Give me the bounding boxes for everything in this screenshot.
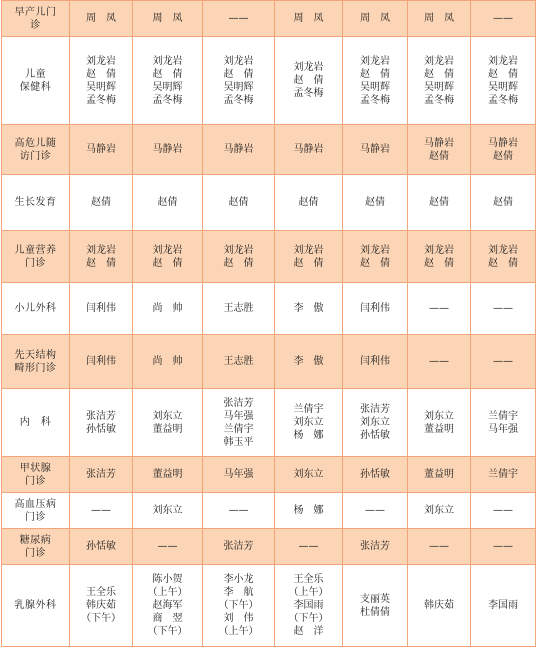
department-name: 高血压病 门诊 [2,493,70,529]
doctor-cell: 张洁芳 [203,529,275,565]
doctor-cell: 赵倩 [343,175,408,231]
doctor-cell: 周 凤 [133,1,203,37]
doctor-cell: 兰倩宇 马年强 [471,389,536,457]
doctor-cell: 刘东立 董益明 [408,389,471,457]
doctor-cell: 刘龙岩 赵 倩 [471,231,536,283]
doctor-cell: 马静岩 [133,125,203,175]
doctor-cell: —— [471,1,536,37]
doctor-cell: 刘东立 董益明 [133,389,203,457]
schedule-row [2,335,536,389]
doctor-cell: 马静岩 赵倩 [471,125,536,175]
doctor-cell: 张洁芳 [70,457,133,493]
doctor-cell: 赵倩 [133,175,203,231]
doctor-cell: 赵倩 [471,175,536,231]
doctor-cell: 支丽英 杜倩倩 [343,565,408,647]
doctor-cell: 刘龙岩 赵 倩 [133,231,203,283]
doctor-cell: 刘龙岩 赵 倩 [275,231,343,283]
doctor-cell: 韩庆茹 [408,565,471,647]
doctor-cell: —— [471,493,536,529]
department-name: 儿童 保健科 [2,37,70,125]
doctor-cell: 刘龙岩 赵 倩 吴明辉 孟冬梅 [343,37,408,125]
doctor-cell: 李国雨 [471,565,536,647]
doctor-cell: 赵倩 [203,175,275,231]
doctor-cell: 闫利伟 [70,335,133,389]
doctor-cell: 王志胜 [203,283,275,335]
doctor-cell: 刘龙岩 赵 倩 吴明辉 孟冬梅 [408,37,471,125]
doctor-cell: 闫利伟 [70,283,133,335]
doctor-cell: 刘龙岩 赵 倩 [70,231,133,283]
doctor-cell: 刘龙岩 赵 倩 孟冬梅 [275,37,343,125]
doctor-cell: 李 傲 [275,283,343,335]
doctor-cell: —— [203,1,275,37]
doctor-cell: 孙恬敏 [343,457,408,493]
schedule-row [2,493,536,529]
doctor-cell: 张洁芳 刘东立 孙恬敏 [343,389,408,457]
department-name: 乳腺外科 [2,565,70,647]
doctor-cell: —— [133,529,203,565]
schedule-row [2,1,536,37]
doctor-cell: 王全乐 （上午） 李国雨 （下午） 赵 洋 [275,565,343,647]
doctor-cell: 孙恬敏 [70,529,133,565]
doctor-cell: 赵倩 [275,175,343,231]
doctor-cell: 刘龙岩 赵 倩 吴明辉 孟冬梅 [70,37,133,125]
department-name: 儿童营养 门诊 [2,231,70,283]
doctor-cell: —— [471,283,536,335]
department-name: 内 科 [2,389,70,457]
doctor-cell: —— [275,529,343,565]
schedule-row [2,283,536,335]
department-name: 甲状腺 门诊 [2,457,70,493]
doctor-cell: 尚 帅 [133,335,203,389]
doctor-cell: 兰倩宇 刘东立 杨 娜 [275,389,343,457]
schedule-row [2,125,536,175]
doctor-cell: 董益明 [408,457,471,493]
doctor-cell: 闫利伟 [343,335,408,389]
doctor-cell: 董益明 [133,457,203,493]
doctor-cell: 刘龙岩 赵 倩 [408,231,471,283]
doctor-cell: —— [408,283,471,335]
doctor-cell: 陈小贺 （上午） 赵海军 商 翌 （下午） [133,565,203,647]
schedule-body [2,1,536,647]
doctor-cell: 王志胜 [203,335,275,389]
schedule-row [2,175,536,231]
department-name: 小儿外科 [2,283,70,335]
doctor-cell: 马静岩 [70,125,133,175]
department-name: 先天结构 畸形门诊 [2,335,70,389]
schedule-row [2,457,536,493]
doctor-cell: 李 傲 [275,335,343,389]
department-name: 生长发育 [2,175,70,231]
doctor-cell: 张洁芳 孙恬敏 [70,389,133,457]
doctor-cell: —— [408,335,471,389]
doctor-cell: 闫利伟 [343,283,408,335]
doctor-cell: —— [203,493,275,529]
doctor-cell: 张洁芳 [343,529,408,565]
doctor-cell: 兰倩宇 [471,457,536,493]
doctor-cell: 马静岩 [203,125,275,175]
doctor-cell: 刘龙岩 赵 倩 [203,231,275,283]
doctor-cell: 尚 帅 [133,283,203,335]
doctor-cell: 刘东立 [133,493,203,529]
clinic-schedule-table [1,0,536,647]
doctor-cell: —— [471,335,536,389]
doctor-cell: 刘龙岩 赵 倩 吴明辉 孟冬梅 [133,37,203,125]
schedule-row [2,37,536,125]
doctor-cell: 刘东立 [275,457,343,493]
doctor-cell: 周 凤 [70,1,133,37]
doctor-cell: 周 凤 [343,1,408,37]
doctor-cell: 马年强 [203,457,275,493]
doctor-cell: 刘龙岩 赵 倩 吴明辉 孟冬梅 [471,37,536,125]
doctor-cell: —— [70,493,133,529]
doctor-cell: —— [343,493,408,529]
schedule-row [2,565,536,647]
doctor-cell: 周 凤 [275,1,343,37]
department-name: 早产儿门 诊 [2,1,70,37]
doctor-cell: 马静岩 赵倩 [408,125,471,175]
doctor-cell: 张洁芳 马年强 兰倩宇 韩玉平 [203,389,275,457]
department-name: 高危儿随 访门诊 [2,125,70,175]
doctor-cell: —— [471,529,536,565]
doctor-cell: 赵倩 [408,175,471,231]
doctor-cell: —— [408,529,471,565]
department-name: 糖尿病 门诊 [2,529,70,565]
schedule-row [2,389,536,457]
doctor-cell: 马静岩 [343,125,408,175]
doctor-cell: 赵倩 [70,175,133,231]
schedule-row [2,529,536,565]
schedule-row [2,231,536,283]
doctor-cell: 刘龙岩 赵 倩 [343,231,408,283]
doctor-cell: 周 凤 [408,1,471,37]
doctor-cell: 李小龙 李 航 （下午） 刘 伟 （上午） [203,565,275,647]
doctor-cell: 王全乐 韩庆茹 （下午） [70,565,133,647]
doctor-cell: 马静岩 [275,125,343,175]
doctor-cell: 刘龙岩 赵 倩 吴明辉 孟冬梅 [203,37,275,125]
doctor-cell: 刘东立 [408,493,471,529]
doctor-cell: 杨 娜 [275,493,343,529]
